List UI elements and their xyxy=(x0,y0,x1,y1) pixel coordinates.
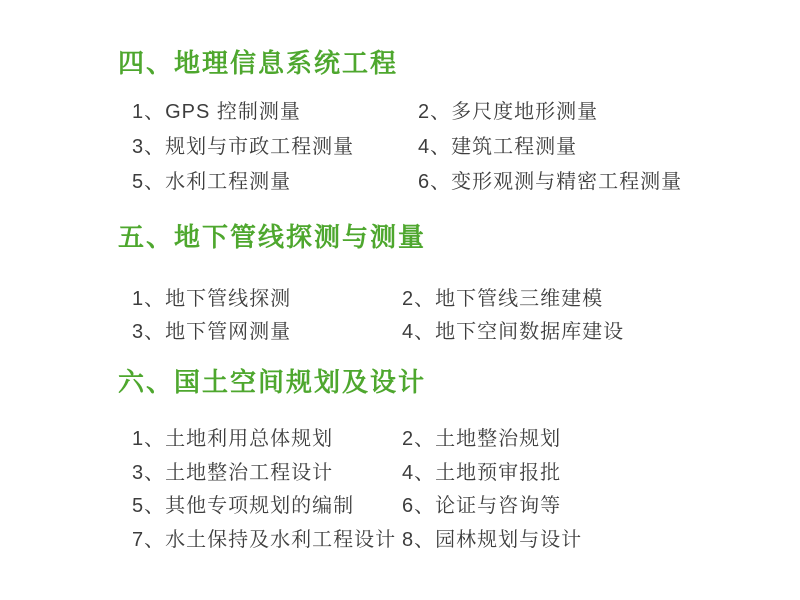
list-item: 4、土地预审报批 xyxy=(402,461,562,484)
section-4-heading: 四、地理信息系统工程 xyxy=(118,48,399,78)
list-item: 7、水土保持及水利工程设计 xyxy=(132,528,397,551)
list-item: 1、土地利用总体规划 xyxy=(132,428,334,451)
section-5-item-list xyxy=(132,280,624,346)
list-item: 8、园林规划与设计 xyxy=(402,528,583,551)
section-5-heading: 五、地下管线探测与测量 xyxy=(118,222,427,252)
list-item: 6、论证与咨询等 xyxy=(402,495,562,518)
list-item: 2、地下管线三维建模 xyxy=(402,288,604,310)
list-item: 5、水利工程测量 xyxy=(132,171,292,193)
list-item: 2、多尺度地形测量 xyxy=(418,101,599,123)
list-item: 3、规划与市政工程测量 xyxy=(132,136,355,158)
list-item: 2、土地整治规划 xyxy=(402,428,562,451)
list-item: 1、GPS 控制测量 xyxy=(132,101,301,123)
list-item: 5、其他专项规划的编制 xyxy=(132,495,355,518)
list-item: 3、地下管网测量 xyxy=(132,321,292,343)
list-item: 3、土地整治工程设计 xyxy=(132,461,334,484)
section-6-item-list xyxy=(132,420,582,554)
list-item: 4、地下空间数据库建设 xyxy=(402,321,625,343)
list-item: 4、建筑工程测量 xyxy=(418,136,578,158)
list-item: 6、变形观测与精密工程测量 xyxy=(418,171,683,193)
section-4-item-list xyxy=(132,92,682,197)
section-6-heading: 六、国土空间规划及设计 xyxy=(118,367,427,397)
list-item: 1、地下管线探测 xyxy=(132,288,292,310)
